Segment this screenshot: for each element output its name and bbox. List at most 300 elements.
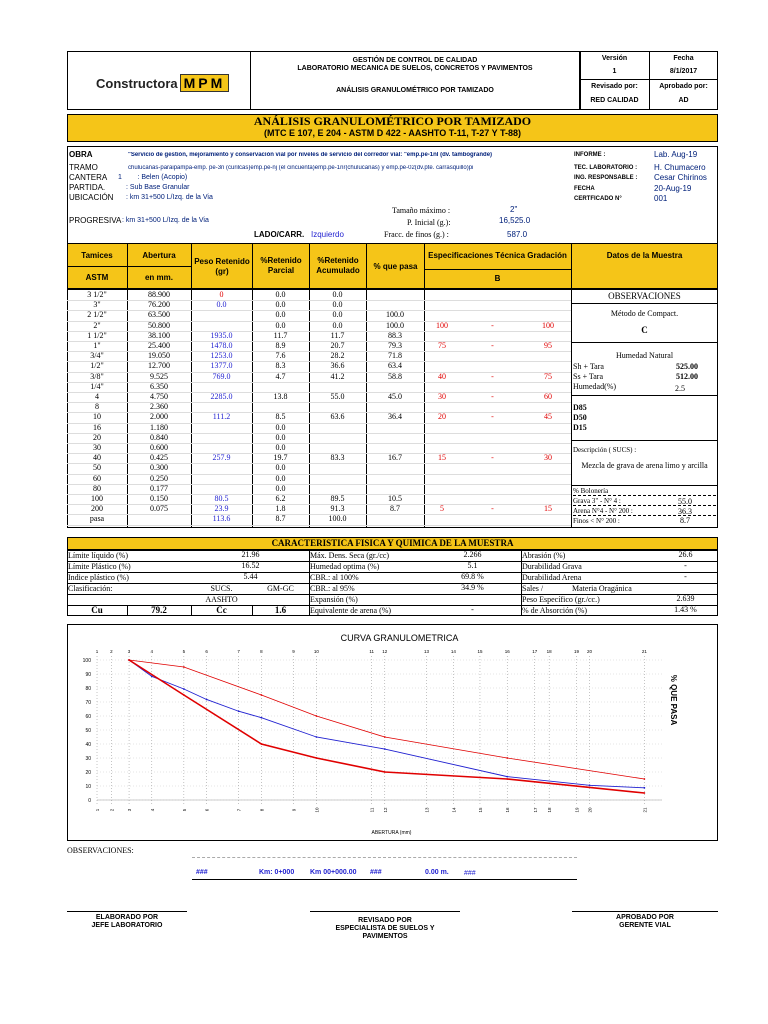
partida-value: : Sub Base Granular (126, 184, 190, 191)
cell-sieve: 2" (93, 320, 101, 330)
cell-peso: 257.9 (212, 453, 231, 463)
da-label: Durabilidad Arena (522, 573, 582, 582)
cell-sieve: 1/4" (90, 381, 104, 391)
cbr100-label: CBR.: al 100% (310, 573, 359, 582)
th-tamices: Tamices (81, 251, 113, 260)
cell-ab: 88.900 (148, 290, 170, 299)
reviewed-label: Revisado por: (591, 83, 638, 90)
chart-point (506, 776, 508, 778)
chart-sieve-number-bottom: 9 (291, 808, 297, 812)
cell-peso: 1478.0 (210, 341, 233, 350)
chart-sieve-number-bottom: 12 (382, 807, 388, 813)
chart-xlabel: ABERTURA (mm) (371, 830, 412, 836)
chart-sieve-number-bottom: 18 (547, 807, 553, 813)
cell-sieve: 8 (95, 402, 99, 412)
cantera-label: CANTERA (69, 173, 108, 182)
th-peso: Peso Retenido (gr) (194, 257, 250, 276)
cc-label: Cc (216, 605, 227, 615)
informe-label: INFORME : (574, 152, 606, 158)
fracc-label: Fracc. de finos (g.) : (384, 230, 449, 239)
rp-grava-label: Grava 3" - N° 4 : (573, 497, 621, 505)
chart-sieve-number-top: 7 (237, 649, 240, 654)
cell-ab: 76.200 (148, 300, 170, 310)
cell-ra: 0.0 (332, 320, 343, 330)
ubicacion-label: UBICACIÓN (69, 193, 114, 202)
chart-point (643, 787, 645, 789)
aashto-label: AASHTO (205, 595, 238, 604)
cell-ab: 1.180 (150, 422, 168, 432)
cell-ab: 12.700 (148, 361, 170, 371)
th-datos: Datos de la Muestra (606, 251, 683, 260)
cell-ra: 0.0 (332, 310, 343, 320)
rp-arena-val: 36.3 (678, 507, 692, 516)
sig2-line2: ESPECIALISTA DE SUELOS Y (335, 925, 435, 932)
chart-sieve-number-top: 3 (127, 649, 131, 654)
cell-peso: 2285.0 (210, 392, 233, 401)
rp-ss-label: Ss + Tara (573, 372, 604, 381)
rp-hum-label: Humedad(%) (573, 382, 617, 391)
cell-emax: 30 (544, 453, 552, 463)
cell-qp: 79.3 (388, 341, 402, 350)
chart-sieve-number-top: 17 (532, 649, 538, 654)
cell-sieve: 30 (93, 443, 101, 452)
rp-metodo-val: C (641, 325, 648, 335)
chart-point (128, 659, 130, 661)
cell-ab: 0.300 (150, 463, 168, 473)
rp-d15: D15 (573, 423, 587, 432)
chart-sieve-number-top: 18 (546, 649, 552, 654)
obra-value: "Servicio de gestión, mejoramiento y conservación vial por niveles de servicio del corredor vial: "emp.pe-1nl (dv. tambogrande) (128, 152, 493, 158)
mo-label: Materia Oragánica (572, 584, 632, 593)
approved-value: AD (678, 97, 689, 104)
dg-val: - (684, 561, 687, 570)
page-title: ANÁLISIS GRANULOMÉTRICO POR TAMIZADO (253, 114, 532, 128)
cell-sieve: 80 (93, 483, 101, 493)
chart-point (260, 717, 262, 719)
chart-y-tick-label: 10 (85, 784, 91, 790)
cell-ab: 0.177 (150, 483, 168, 493)
chart-sieve-number-bottom: 6 (204, 808, 210, 812)
spec-dash: - (491, 453, 494, 463)
header-line1: GESTIÓN DE CONTROL DE CALIDAD (352, 57, 478, 64)
th-ret-acum: %Retenido Acumulado (316, 256, 360, 275)
chart-sieve-number-top: 14 (450, 649, 456, 654)
chart-sieve-number-bottom: 2 (109, 808, 115, 812)
th-abertura: Abertura (142, 251, 176, 260)
cell-rp: 13.8 (273, 392, 288, 401)
cbr100-val: 69.8 % (461, 572, 484, 581)
chart-y-tick-label: 30 (85, 756, 91, 762)
cell-ra: 100.0 (328, 514, 347, 524)
chart-sieve-number-top: 12 (382, 649, 388, 654)
cell-rp: 1.8 (275, 504, 286, 514)
ip-val: 5.44 (243, 572, 258, 581)
ll-label: Límite líquido (%) (68, 551, 128, 560)
chart-point (183, 666, 185, 668)
chart-sieve-number-top: 19 (573, 649, 579, 654)
abr-label: Abrasión (%) (522, 551, 566, 560)
chart-sieve-number-top: 11 (369, 649, 375, 654)
chart-point (206, 699, 208, 701)
props-title: CARACTERISTICA FISICA Y QUIMICA DE LA MUESTRA (271, 538, 514, 548)
fracc-value: 587.0 (507, 230, 528, 239)
rp-observaciones: OBSERVACIONES (608, 291, 681, 301)
cell-ab: 0.600 (150, 443, 168, 452)
cell-rp: 8.7 (275, 514, 286, 524)
rp-d85: D85 (573, 403, 587, 412)
cell-peso: 23.9 (214, 504, 229, 514)
cell-qp: 58.8 (388, 371, 402, 381)
abs-val: 1.43 % (674, 605, 697, 614)
header-line3: ANÁLISIS GRANULOMÉTRICO POR TAMIZADO (336, 87, 494, 94)
chart-sieve-number-top: 5 (182, 649, 186, 654)
fecha-label: FECHA (574, 186, 595, 192)
cantera-value: 1 : Belen (Acopio) (118, 174, 188, 181)
cell-ra: 63.6 (330, 412, 345, 422)
cell-qp: 63.4 (388, 361, 402, 371)
cell-rp: 8.3 (275, 361, 286, 371)
cell-peso: 80.5 (214, 494, 229, 503)
cbr95-label: CBR.: al 95% (310, 584, 355, 593)
cell-ra: 89.5 (330, 494, 345, 503)
chart-y-tick-label: 100 (82, 658, 91, 664)
progresiva-label: PROGRESIVA (69, 216, 122, 225)
chart-sieve-number-top: 15 (477, 649, 483, 654)
progresiva-value: : km 31+500 L/Izq. de la Via (122, 217, 209, 224)
cell-rp: 0.0 (275, 290, 286, 299)
cell-rp: 0.0 (275, 310, 286, 320)
ip-label: Indice plástico (%) (68, 573, 129, 582)
footer-km2: Km 00+000.00 (310, 869, 357, 876)
cell-peso: 111.2 (212, 412, 231, 422)
abr-val: 26.6 (678, 550, 693, 559)
cell-peso: 1935.0 (210, 330, 233, 340)
chart-sieve-number-top: 1 (95, 649, 99, 654)
cell-ra: 28.2 (330, 351, 345, 361)
chart-y-tick-label: 90 (85, 672, 91, 678)
cell-sieve: 10 (93, 412, 101, 422)
fecha-value: 20-Aug-19 (654, 184, 692, 193)
ea-val: - (471, 605, 474, 614)
cu-label: Cu (91, 605, 103, 615)
cell-rp: 0.0 (275, 483, 286, 493)
cell-qp: 36.4 (388, 412, 402, 422)
pinicial-label: P. Inicial (g.): (407, 218, 451, 227)
ho-val: 5.1 (467, 561, 478, 570)
th-enmm: en mm. (144, 273, 173, 282)
cell-ab: 6.350 (150, 381, 168, 391)
cell-emin: 15 (438, 453, 446, 463)
ing-label: ING. RESPONSABLE : (574, 175, 638, 181)
cell-rp: 0.0 (275, 443, 286, 452)
cell-peso: 0 (219, 290, 224, 299)
chart-point (183, 694, 185, 696)
cell-qp: 8.7 (390, 504, 400, 514)
sig3-line2: GERENTE VIAL (619, 922, 671, 929)
cell-emin: 100 (436, 320, 448, 330)
chart-sieve-number-bottom: 5 (181, 808, 187, 812)
spec-dash: - (491, 504, 494, 514)
cu-val: 79.2 (151, 605, 167, 615)
chart-title: CURVA GRANULOMETRICA (340, 633, 459, 643)
sales-label: Sales / (522, 584, 544, 593)
logo (96, 72, 241, 94)
pe-val: 2.639 (676, 594, 695, 603)
chart-point (589, 784, 591, 786)
clas-label: Clasificación: (68, 584, 113, 593)
chart-point (643, 792, 645, 794)
cell-sieve: 60 (93, 473, 101, 483)
cell-ra: 0.0 (332, 300, 343, 310)
cell-sieve: 20 (93, 432, 101, 442)
cell-sieve: 2 1/2" (87, 310, 107, 320)
cell-peso: 1253.0 (210, 351, 233, 361)
pinicial-value: 16,525.0 (499, 216, 531, 225)
spec-dash: - (491, 371, 494, 381)
cell-ab: 0.075 (150, 504, 168, 514)
cell-emin: 75 (438, 341, 446, 350)
cell-qp: 88.3 (388, 330, 402, 340)
cell-peso: 769.0 (212, 371, 231, 381)
cell-rp: 0.0 (275, 473, 286, 483)
cell-sieve: 100 (91, 494, 103, 503)
sig1-line2: JEFE LABORATORIO (91, 922, 163, 929)
chart-sieve-number-bottom: 10 (314, 807, 320, 813)
spec-dash: - (491, 320, 494, 330)
logo-mpm: MPM (180, 74, 230, 92)
chart-sieve-number-top: 16 (504, 649, 510, 654)
cert-label: CERTFICADO N° (574, 196, 622, 202)
cell-ab: 2.360 (150, 402, 168, 412)
obs-label: OBSERVACIONES: (67, 846, 134, 855)
date-label: Fecha (673, 55, 694, 62)
cell-rp: 19.7 (273, 453, 288, 463)
ho-label: Humedad optima (%) (310, 562, 380, 571)
rp-finos-val: 8.7 (680, 516, 690, 525)
prop-row-line (67, 561, 718, 562)
chart-sieve-number-bottom: 1 (95, 808, 100, 812)
lado-value: Izquierdo (311, 230, 344, 239)
rp-arena-label: Arena N°4 - N° 200 : (573, 507, 633, 515)
page-subtitle: (MTC E 107, E 204 - ASTM D 422 - AASHTO T-11, T-27 Y T-88) (264, 128, 521, 138)
cell-rp: 0.0 (275, 422, 286, 432)
cell-peso: 0.0 (216, 300, 227, 310)
chart-sieve-number-top: 2 (110, 649, 113, 654)
chart-point (506, 778, 508, 780)
chart-sieve-number-bottom: 17 (532, 807, 538, 813)
cell-ra: 20.7 (330, 341, 345, 350)
chart-sieve-number-bottom: 21 (642, 807, 648, 813)
chart-sieve-number-bottom: 13 (424, 807, 430, 813)
rp-humedad: Humedad Natural (615, 351, 674, 360)
sig1-line1: ELABORADO POR (95, 914, 159, 921)
chart-sieve-number-bottom: 3 (127, 808, 133, 812)
mds-val: 2.266 (463, 550, 482, 559)
tmax-value: 2" (510, 205, 518, 214)
chart-sieve-number-bottom: 19 (574, 807, 580, 813)
cell-qp: 45.0 (388, 392, 402, 401)
cell-rp: 8.9 (275, 341, 286, 350)
cell-peso: 1377.0 (210, 361, 233, 371)
cell-qp: 10.5 (388, 494, 402, 503)
cell-ra: 41.2 (330, 371, 345, 381)
sig3-line1: APROBADO POR (616, 914, 674, 921)
chart-sieve-number-bottom: 4 (149, 808, 155, 812)
cell-sieve: 3/8" (90, 371, 104, 381)
cell-sieve: 1 1/2" (87, 330, 107, 340)
ea-label: Equivalente de arena (%) (310, 606, 392, 615)
chart-y-tick-label: 70 (85, 700, 91, 706)
cell-rp: 4.7 (275, 371, 286, 381)
version-label: Versión (601, 55, 628, 62)
chart-sieve-number-top: 6 (205, 649, 208, 654)
approved-label: Aprobado por: (659, 83, 708, 90)
cell-rp: 0.0 (275, 320, 286, 330)
cell-sieve: 1" (93, 341, 101, 350)
cell-qp: 100.0 (386, 320, 404, 330)
cell-ab: 4.750 (150, 392, 168, 401)
rp-d50: D50 (573, 413, 587, 422)
row-line (67, 525, 571, 526)
chart-point (315, 736, 317, 738)
tramo-value: chulucanas-paraipampa-emp. pe-3n (curilcas)emp.pe-nj (el cincuenta)emp.pe-1nr(chulucanas) y emp.pe-02(dv.pte. carrasquillo)pi (128, 165, 474, 171)
chart-sieve-number-bottom: 8 (259, 808, 265, 812)
cell-ra: 83.3 (330, 453, 345, 463)
chart-sieve-number-top: 21 (641, 649, 647, 654)
th-especif: Especificaciones Técnica Gradación (428, 251, 567, 260)
rp-hum-val: 2.5 (675, 384, 685, 393)
cell-emax: 15 (544, 504, 552, 514)
cert-value: 001 (654, 194, 668, 203)
cell-rp: 8.5 (275, 412, 286, 422)
chart-sieve-number-top: 13 (423, 649, 430, 654)
chart-point (384, 736, 386, 738)
chart-y-tick-label: 20 (85, 770, 91, 776)
cell-peso: 113.6 (212, 514, 231, 524)
cell-ra: 91.3 (330, 504, 345, 514)
cell-ab: 9.525 (150, 371, 168, 381)
spec-dash: - (491, 392, 494, 401)
cell-rp: 0.0 (275, 432, 286, 442)
tmax-label: Tamaño máximo : (392, 206, 451, 215)
cell-sieve: 4 (95, 392, 99, 401)
footer-m: 0.00 m. (425, 869, 449, 876)
cell-sieve: 3/4" (90, 351, 104, 361)
chart-sieve-number-top: 8 (260, 649, 263, 654)
cell-ra: 11.7 (330, 330, 345, 340)
th-grad: B (494, 274, 501, 283)
exp-label: Expansión (%) (310, 595, 358, 604)
chart-point (506, 757, 508, 759)
footer-hash1: ### (196, 869, 208, 876)
pe-label: Peso Específico (gr./cc.) (522, 595, 600, 604)
cc-val: 1.6 (274, 605, 287, 615)
rp-sh-label: Sh + Tara (573, 362, 604, 371)
cell-emin: 20 (438, 412, 446, 422)
chart-y-tick-label: 40 (85, 742, 91, 748)
cell-rp: 11.7 (273, 330, 288, 340)
cell-ab: 19.050 (148, 351, 170, 361)
chart-point (260, 743, 262, 745)
cell-ab: 50.800 (148, 320, 170, 330)
version-value: 1 (612, 68, 617, 75)
prop-row-line (67, 572, 718, 573)
chart-y-tick-label: 60 (85, 714, 91, 720)
cell-ab: 0.250 (150, 473, 168, 483)
chart-y-tick-label: 50 (85, 728, 91, 734)
cell-qp: 16.7 (388, 453, 402, 463)
ubicacion-value: : km 31+500 L/Izq. de la Via (126, 194, 213, 201)
tramo-label: TRAMO (69, 163, 98, 172)
cell-emax: 60 (544, 392, 552, 401)
lp-val: 16.52 (241, 561, 260, 570)
cell-emax: 75 (544, 371, 552, 381)
cell-rp: 0.0 (275, 300, 286, 310)
tec-label: TEC. LABORATORIO : (574, 165, 638, 171)
footer-km: Km: 0+000 (259, 869, 295, 876)
rp-grava-val: 55.0 (678, 497, 692, 506)
rp-finos-label: Finos < N° 200 : (573, 517, 620, 525)
chart-point (384, 771, 386, 773)
cell-qp: 100.0 (386, 310, 404, 320)
chart-sieve-number-bottom: 7 (236, 808, 242, 812)
lado-label: LADO/CARR. (254, 230, 305, 239)
cell-ab: 38.100 (148, 330, 170, 340)
chart-point (260, 694, 262, 696)
chart-series-line (129, 660, 644, 788)
da-val: - (684, 572, 687, 581)
chart-y-tick-label: 0 (88, 798, 91, 804)
chart-sieve-number-bottom: 14 (451, 807, 457, 813)
cbr95-val: 34.9 % (461, 583, 484, 592)
footer-hash3: ### (464, 870, 476, 877)
sucs-label: SUCS. (210, 584, 233, 593)
cell-qp: 71.8 (388, 351, 402, 361)
cell-rp: 6.2 (275, 494, 286, 503)
cell-ab: 2.000 (150, 412, 168, 422)
abs-label: % de Absorción (%) (522, 606, 588, 615)
cell-emin: 30 (438, 392, 446, 401)
cell-ra: 36.6 (330, 361, 345, 371)
footer-hash2: ### (370, 869, 382, 876)
chart-sieve-number-top: 4 (150, 649, 154, 654)
cell-rp: 7.6 (275, 351, 286, 361)
chart-sieve-number-bottom: 20 (587, 807, 593, 813)
obra-label: OBRA (69, 150, 93, 159)
cell-ab: 0.425 (150, 453, 168, 463)
chart-y-tick-label: 80 (85, 686, 91, 692)
partida-label: PARTIDA. (69, 183, 106, 192)
date-value: 8/1/2017 (669, 68, 698, 75)
th-ret-parcial: %Retenido Parcial (260, 256, 302, 275)
rp-metodo: Método de Compact. (610, 309, 679, 318)
cell-emin: 5 (440, 504, 444, 514)
cell-ra: 55.0 (330, 392, 345, 401)
cell-sieve: 1/2" (90, 361, 104, 371)
cell-emax: 100 (542, 320, 554, 330)
cell-emax: 45 (544, 412, 552, 422)
prop-row-line (67, 594, 718, 595)
cell-sieve: 40 (93, 453, 101, 463)
chart-point (315, 757, 317, 759)
cell-sieve: 3" (93, 300, 101, 310)
rp-ss-val: 512.00 (676, 372, 698, 381)
chart-point (384, 748, 386, 750)
th-que-pasa: % que pasa (373, 262, 418, 271)
cell-sieve: pasa (89, 514, 105, 524)
logo-text: Constructora (96, 75, 178, 91)
cell-ab: 63.500 (148, 310, 170, 320)
